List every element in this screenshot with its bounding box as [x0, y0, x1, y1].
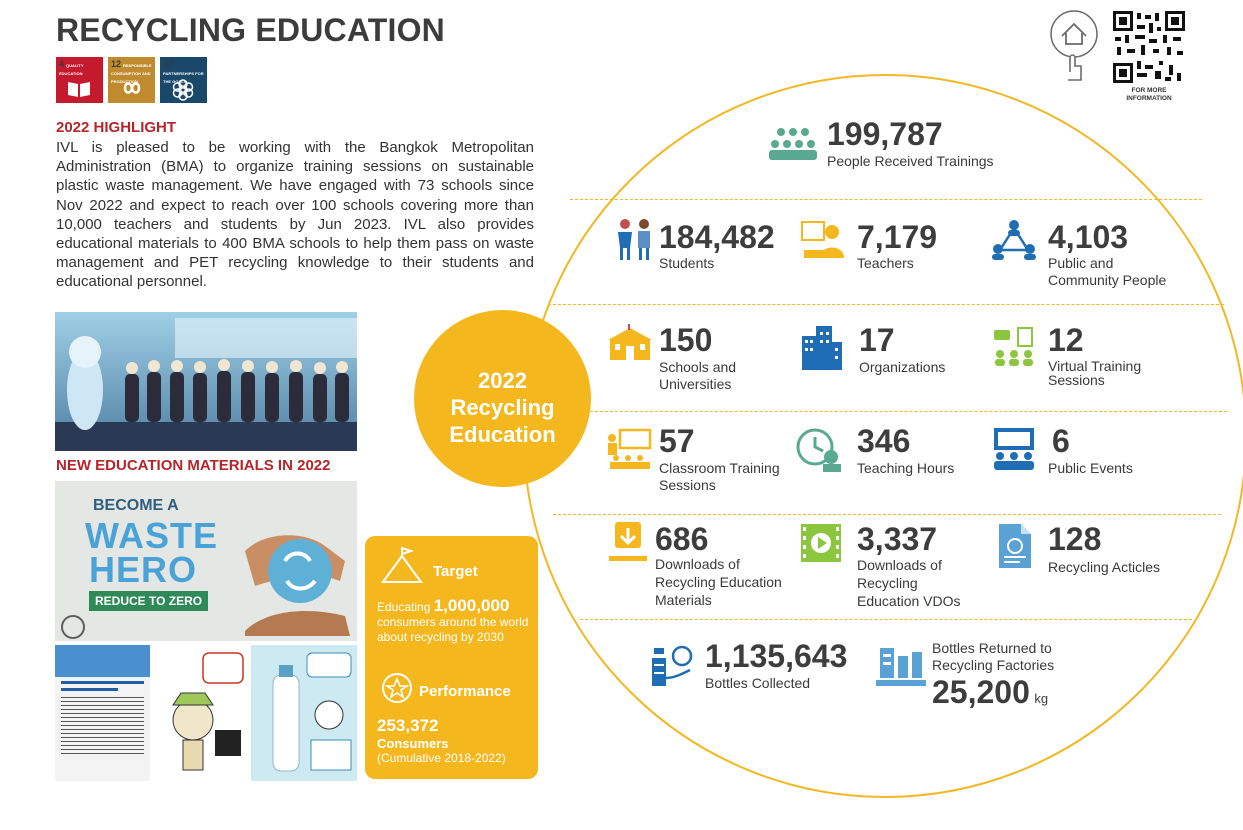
returned-label: Bottles Returned to Recycling Factories: [932, 640, 1055, 673]
bottles-value: 1,135,643: [705, 638, 848, 674]
bottle-leaflet-thumbnail: [251, 645, 357, 781]
vdos-value: 3,337: [857, 521, 938, 557]
target-value: 1,000,000: [433, 596, 510, 615]
divider-1: [570, 199, 1202, 200]
students-icon: [614, 218, 656, 262]
public-label: Public and Community People: [1048, 255, 1167, 288]
articles-label: Recycling Acticles: [1048, 559, 1161, 575]
virtual-value: 12: [1048, 322, 1084, 358]
video-icon: [799, 522, 843, 564]
classroom-label: Classroom Training Sessions: [659, 460, 780, 493]
school-icon: [606, 324, 654, 362]
poster-line-1: BECOME A: [93, 497, 179, 514]
virtual-label: Virtual Training Sessions: [1048, 358, 1142, 388]
mountain-flag-icon: [379, 546, 425, 586]
classroom-icon: [606, 428, 654, 470]
vdos-label: Downloads of Recycling Education VDOs: [857, 557, 961, 609]
downloads-value: 686: [655, 521, 709, 557]
divider-2: [548, 304, 1224, 305]
infinity-icon: [118, 79, 146, 97]
virtual-training-icon: [992, 326, 1036, 368]
events-value: 6: [1052, 423, 1070, 459]
building-icon: [800, 324, 844, 372]
returned-unit: kg: [1034, 691, 1049, 706]
poster-line-2: WASTE: [85, 515, 219, 556]
divider-3: [545, 411, 1227, 412]
returned-value: 25,200: [932, 674, 1030, 710]
center-line-1: 2022: [478, 368, 527, 393]
center-title: [414, 367, 591, 448]
group-icon: [767, 124, 819, 162]
poster-line-3: HERO: [89, 549, 198, 590]
bottle-bin-icon: [650, 644, 698, 688]
star-badge-icon: [381, 672, 413, 704]
presentation-icon: [990, 426, 1038, 472]
center-line-2: Recycling: [450, 395, 555, 420]
clock-icon: [795, 427, 845, 473]
earth-hands-icon: [235, 491, 355, 636]
booklet-thumbnail: [55, 645, 150, 781]
emblem-icon: [61, 615, 85, 639]
hours-label: Teaching Hours: [857, 460, 955, 476]
downloads-label: Downloads of Recycling Education Materials: [655, 556, 782, 608]
public-value: 4,103: [1048, 219, 1129, 255]
orgs-value: 17: [859, 322, 895, 358]
sdg-12-badge: 12 RESPONSIBLE CONSUMPTION AND PRODUCTION: [108, 57, 155, 103]
center-line-3: Education: [449, 422, 556, 447]
target-heading: Target: [433, 563, 478, 580]
people-value: 199,787: [827, 116, 943, 152]
articles-value: 128: [1048, 521, 1102, 557]
cartoon-leaflet-thumbnail: [153, 645, 248, 781]
community-icon: [990, 218, 1038, 262]
performance-value: 253,372: [377, 716, 439, 735]
target-panel: [365, 536, 538, 779]
people-label: People Received Trainings: [827, 153, 994, 169]
book-icon: [66, 79, 92, 99]
target-body: consumers around the world about recycling by 2030: [377, 615, 529, 644]
teachers-value: 7,179: [857, 219, 938, 255]
hours-value: 346: [857, 423, 911, 459]
page-title: RECYCLING EDUCATION: [56, 12, 445, 48]
bottles-label: Bottles Collected: [705, 675, 811, 691]
divider-5: [580, 619, 1192, 620]
performance-unit: Consumers: [377, 736, 449, 751]
highlight-text: IVL is pleased to be working with the Bangkok Metropolitan Administration (BMA) to organize training sessions on sustainable plastic waste management. We have engaged with 73 schools since Nov 2022 and expect to reach over 100 schools covering more than 10,000 teachers and students by Jun 2023. IVL also provides educational materials to 400 BMA schools to help them pass on waste management and PET recycling knowledge to their students and educational personnel.: [56, 139, 534, 291]
event-photo: [55, 312, 357, 451]
teacher-icon: [800, 218, 846, 260]
sdg-4-badge: 4 QUALITY EDUCATION: [56, 57, 103, 103]
returned-value-group: [932, 676, 1048, 708]
orgs-label: Organizations: [859, 359, 946, 375]
flower-icon: [170, 79, 196, 101]
qr-caption: FOR MORE INFORMATION: [1126, 87, 1172, 102]
teachers-label: Teachers: [857, 255, 914, 271]
sdg-17-badge: 17 PARTNERSHIPS FOR THE GOALS: [160, 57, 207, 103]
schools-value: 150: [659, 322, 713, 358]
factory-icon: [876, 642, 926, 688]
performance-note: (Cumulative 2018-2022): [377, 751, 506, 765]
events-label: Public Events: [1048, 460, 1133, 476]
highlight-title: 2022 HIGHLIGHT: [56, 119, 177, 136]
performance-heading: Performance: [419, 683, 511, 700]
students-value: 184,482: [659, 219, 775, 255]
waste-hero-poster: [55, 481, 357, 641]
download-icon: [607, 520, 649, 564]
document-icon: [997, 522, 1033, 570]
target-pre: Educating: [377, 600, 431, 614]
classroom-value: 57: [659, 423, 695, 459]
students-label: Students: [659, 255, 715, 271]
materials-title: NEW EDUCATION MATERIALS IN 2022: [56, 457, 331, 474]
schools-label: Schools and Universities: [659, 359, 737, 392]
poster-banner: REDUCE TO ZERO: [89, 591, 208, 611]
home-icon[interactable]: [1048, 10, 1100, 82]
divider-4: [553, 514, 1221, 515]
qr-code[interactable]: [1113, 11, 1185, 83]
